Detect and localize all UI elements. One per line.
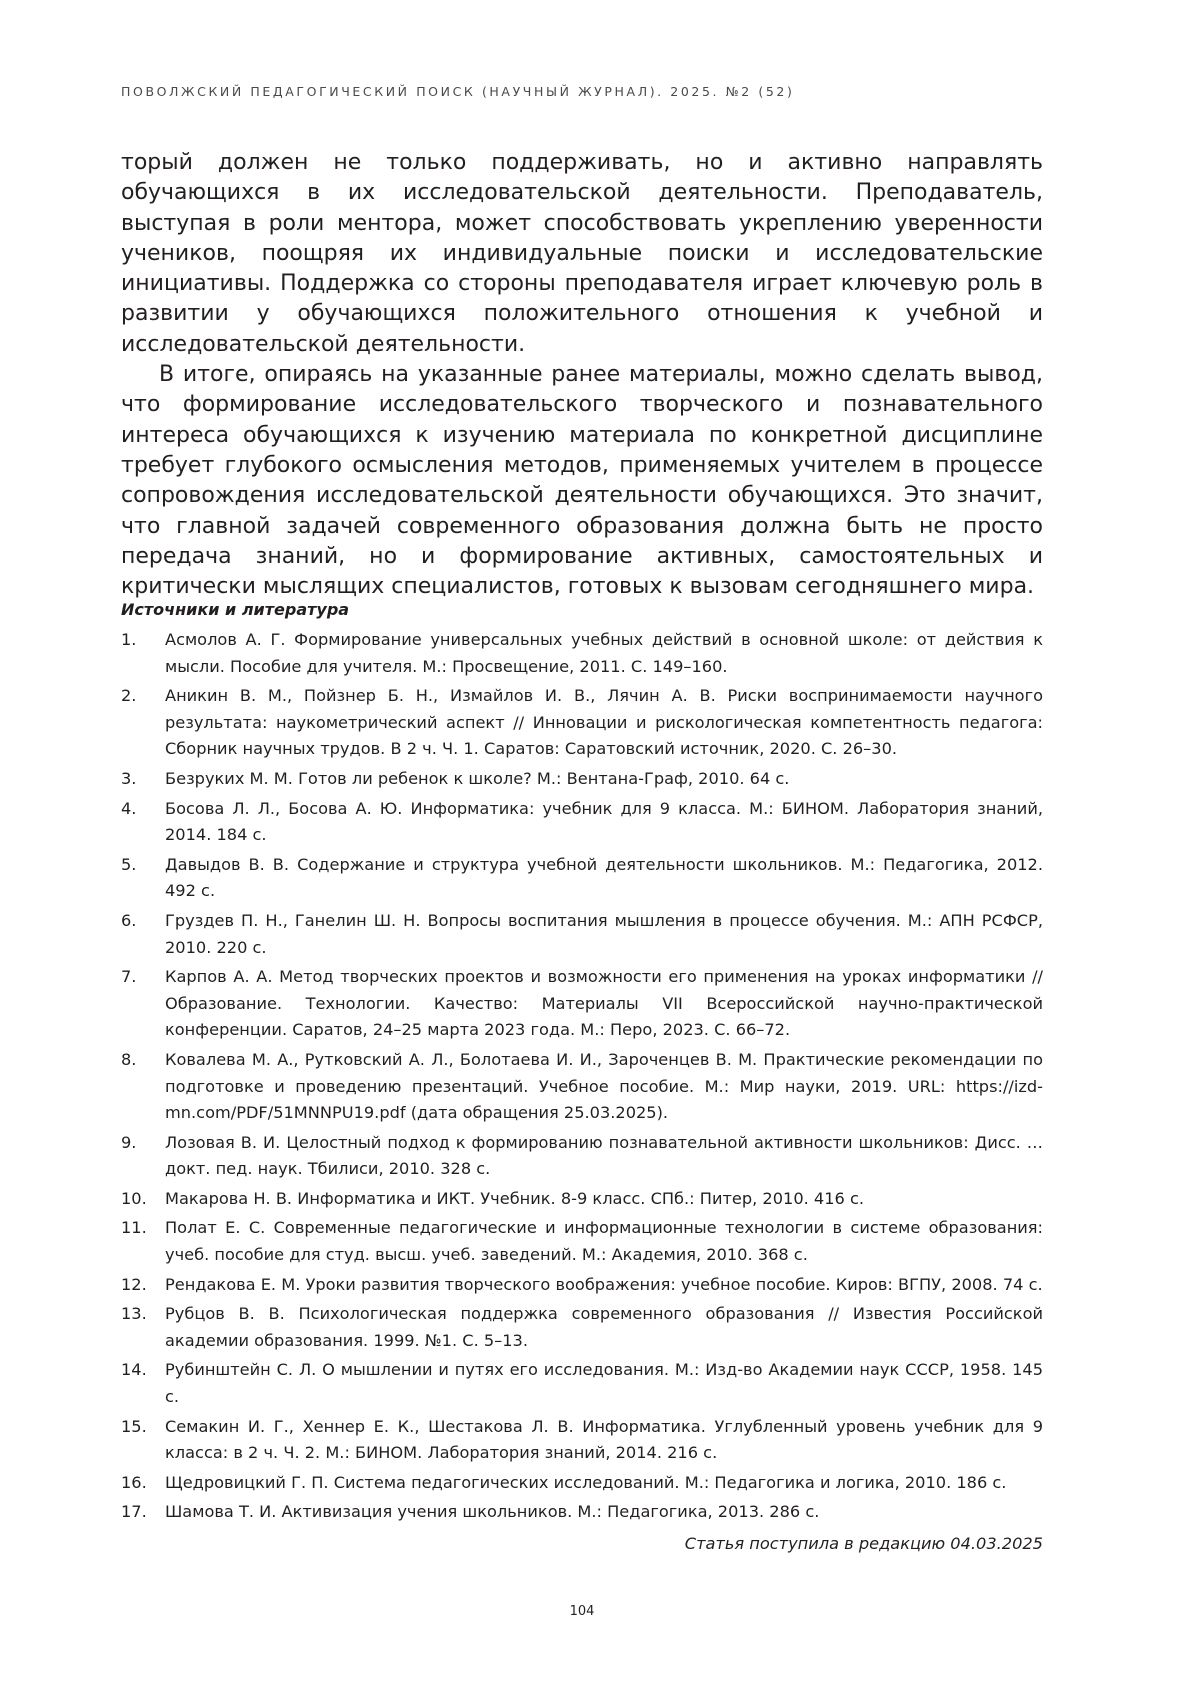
reference-item — [121, 964, 1043, 1044]
reference-number: 5. — [121, 854, 137, 874]
reference-number: 1. — [121, 630, 137, 649]
body-paragraph: торый должен не только поддерживать, но и активно направлять обучающихся в их исследовательской деятельности. Преподаватель, выступая в роли ментора, может способствовать укреплению уверенности учеников, поощряя их индивидуальные поиски и исследовательские инициативы. Поддержка со стороны преподавателя играет ключевую роль в развитии у обучающихся положительного отношения к учебной и исследовательской деятельности. — [121, 150, 1043, 357]
body-paragraph: В итоге, опираясь на указанные ранее материалы, можно сделать вывод, что формирование исследовательского творческого и познавательного интереса обучающихся к изучению материала по конкретной дисциплине требует глубокого осмысления методов, применяемых учителем в процессе сопровождения исследовательской деятельности обучающихся. Это значит, что главной задачей современного образования должна быть не просто передача знаний, но и формирование активных, самостоятельных и критически мыслящих специалистов, готовых к вызовам сегодняшнего мира. — [121, 362, 1043, 600]
received-date-note: Статья поступила в редакцию 04.03.2025 — [684, 1534, 1043, 1553]
reference-item — [121, 908, 1043, 961]
reference-text: Босова Л. Л., Босова А. Ю. Информатика: учебник для 9 класса. М.: БИНОМ. Лаборатория знаний, 2014. 184 с. — [165, 798, 1043, 845]
reference-number: 10. — [121, 1188, 147, 1208]
reference-item — [121, 627, 1043, 680]
reference-list — [121, 627, 1043, 1526]
reference-item — [121, 1357, 1043, 1410]
reference-number: 13. — [121, 1304, 147, 1324]
reference-text: Макарова Н. В. Информатика и ИКТ. Учебник. 8-9 класс. СПб.: Питер, 2010. 416 с. — [165, 1188, 864, 1208]
reference-item — [121, 683, 1043, 763]
reference-number: 3. — [121, 768, 137, 788]
reference-number: 17. — [121, 1502, 147, 1522]
reference-text: Щедровицкий Г. П. Система педагогических исследований. М.: Педагогика и логика, 2010. 186 с. — [165, 1472, 1007, 1492]
page-number: 104 — [569, 1604, 595, 1619]
reference-number: 11. — [121, 1218, 147, 1238]
reference-text: Карпов А. А. Метод творческих проектов и возможности его применения на уроках информатики // Образование. Технологии. Качество: Материалы VII Всероссийской научно-практической конференции. Саратов, 24–25 марта 2023 года. М.: Перо, 2023. С. 66–72. — [165, 967, 1043, 1040]
reference-item — [121, 1047, 1043, 1127]
reference-text: Рубинштейн С. Л. О мышлении и путях его исследования. М.: Изд-во Академии наук СССР, 1958. 145 с. — [165, 1360, 1043, 1407]
reference-number: 12. — [121, 1274, 147, 1294]
reference-number: 16. — [121, 1472, 147, 1492]
article-body — [121, 148, 1043, 602]
references-title: Источники и литература — [121, 600, 350, 619]
reference-text: Груздев П. Н., Ганелин Ш. Н. Вопросы воспитания мышления в процессе обучения. М.: АПН РСФСР, 2010. 220 с. — [165, 910, 1043, 957]
reference-text: Семакин И. Г., Хеннер Е. К., Шестакова Л. В. Информатика. Углубленный уровень учебник для 9 класса: в 2 ч. Ч. 2. М.: БИНОМ. Лаборатория знаний, 2014. 216 с. — [165, 1416, 1043, 1463]
reference-text: Асмолов А. Г. Формирование универсальных учебных действий в основной школе: от действия к мысли. Пособие для учителя. М.: Просвещение, 2011. С. 149–160. — [165, 630, 1043, 676]
reference-item — [121, 766, 1043, 793]
reference-number: 4. — [121, 798, 137, 818]
reference-text: Рендакова Е. М. Уроки развития творческого воображения: учебное пособие. Киров: ВГПУ, 2008. 74 с. — [165, 1274, 1043, 1294]
reference-item — [121, 796, 1043, 849]
reference-item — [121, 1130, 1043, 1183]
reference-item — [121, 1215, 1043, 1268]
reference-number: 14. — [121, 1360, 147, 1380]
reference-item — [121, 1272, 1043, 1299]
references-section — [121, 600, 1043, 1529]
running-header: ПОВОЛЖСКИЙ ПЕДАГОГИЧЕСКИЙ ПОИСК (НАУЧНЫЙ ЖУРНАЛ). 2025. №2 (52) — [121, 84, 795, 99]
reference-text: Давыдов В. В. Содержание и структура учебной деятельности школьников. М.: Педагогика, 2012. 492 с. — [165, 854, 1043, 901]
reference-text: Лозовая В. И. Целостный подход к формированию познавательной активности школьников: Дисс. … докт. пед. наук. Тбилиси, 2010. 328 с. — [165, 1132, 1043, 1179]
reference-text: Полат Е. С. Современные педагогические и информационные технологии в системе образования: учеб. пособие для студ. высш. учеб. заведений. М.: Академия, 2010. 368 с. — [165, 1218, 1043, 1265]
reference-text: Ковалева М. А., Рутковский А. Л., Болотаева И. И., Зароченцев В. М. Практические рекомендации по подготовке и проведению презентаций. Учебное пособие. М.: Мир науки, 2019. URL: https://izd-mn.com/PDF/51MNNPU19.pdf (дата обращения 25.03.2025). — [165, 1049, 1043, 1123]
reference-item — [121, 1470, 1043, 1497]
reference-text: Аникин В. М., Пойзнер Б. Н., Измайлов И. В., Лячин А. В. Риски воспринимаемости научного результата: наукометрический аспект // Инновации и рискологическая компетентность педагога: Сборник научных трудов. В 2 ч. Ч. 1. Саратов: Саратовский источник, 2020. С. 26–30. — [165, 686, 1043, 759]
reference-text: Безруких М. М. Готов ли ребенок к школе? М.: Вентана-Граф, 2010. 64 с. — [165, 768, 790, 788]
reference-number: 7. — [121, 967, 137, 987]
reference-number: 2. — [121, 686, 137, 706]
reference-number: 9. — [121, 1132, 137, 1152]
reference-item — [121, 1301, 1043, 1354]
reference-number: 6. — [121, 910, 137, 930]
reference-text: Шамова Т. И. Активизация учения школьников. М.: Педагогика, 2013. 286 с. — [165, 1502, 820, 1522]
reference-item — [121, 852, 1043, 905]
reference-item — [121, 1499, 1043, 1526]
reference-text: Рубцов В. В. Психологическая поддержка современного образования // Известия Российской академии образования. 1999. №1. С. 5–13. — [165, 1304, 1043, 1350]
reference-number: 15. — [121, 1416, 147, 1436]
reference-item — [121, 1186, 1043, 1213]
reference-item — [121, 1414, 1043, 1467]
reference-number: 8. — [121, 1049, 137, 1069]
